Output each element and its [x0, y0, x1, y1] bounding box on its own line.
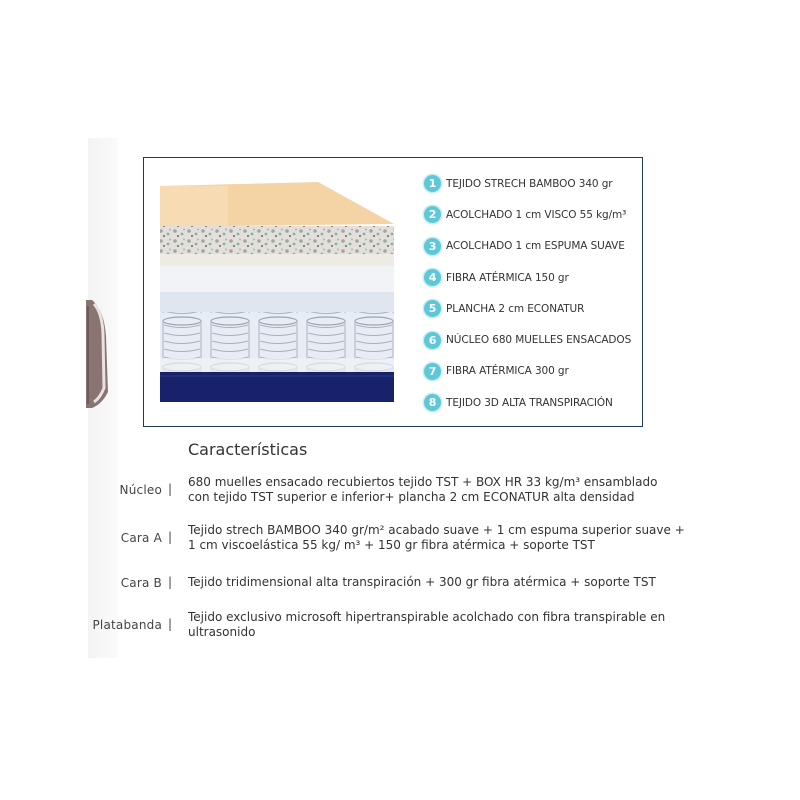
features-title: Características [188, 440, 308, 459]
feature-value-nucleo [188, 475, 728, 505]
legend-item [424, 231, 631, 262]
layer-number-badge: 1 [424, 175, 441, 192]
feature-value-line: 680 muelles ensacado recubiertos tejido TST + BOX HR 33 kg/m³ ensamblado [188, 475, 658, 489]
layer-number-badge: 5 [424, 300, 441, 317]
legend-label: PLANCHA 2 cm ECONATUR [446, 302, 585, 315]
layer-number-badge: 2 [424, 206, 441, 223]
feature-value-line: ultrasonido [188, 625, 256, 639]
layer-number-badge: 6 [424, 332, 441, 349]
feature-label-platabanda: Platabanda [92, 618, 162, 632]
feature-value-line: con tejido TST superior e inferior+ plancha 2 cm ECONATUR alta densidad [188, 490, 635, 504]
legend-label: TEJIDO STRECH BAMBOO 340 gr [446, 177, 613, 190]
legend-label: FIBRA ATÉRMICA 150 gr [446, 271, 569, 284]
layer-7-fiber [160, 358, 394, 372]
feature-value-line: Tejido tridimensional alta transpiración + 300 gr fibra atérmica + soporte TST [188, 575, 656, 589]
feature-value-line: 1 cm viscoelástica 55 kg/ m³ + 150 gr fibra atérmica + soporte TST [188, 538, 595, 552]
legend-label: ACOLCHADO 1 cm ESPUMA SUAVE [446, 240, 625, 253]
mattress-layers-diagram [143, 157, 643, 427]
legend-label: ACOLCHADO 1 cm VISCO 55 kg/m³ [446, 208, 627, 221]
feature-value-line: Tejido strech BAMBOO 340 gr/m² acabado suave + 1 cm espuma superior suave + [188, 523, 685, 537]
layer-legend [424, 168, 631, 418]
feature-label-cara-a: Cara A [120, 531, 162, 545]
mattress-cross-section [158, 178, 398, 404]
legend-item [424, 199, 631, 230]
layer-number-badge: 8 [424, 394, 441, 411]
feature-label-cara-b: Cara B [120, 576, 162, 590]
layer-4-fiber [160, 266, 394, 292]
feature-value-line: Tejido exclusivo microsoft hipertranspirable acolchado con fibra transpirable en [188, 610, 666, 624]
legend-item [424, 356, 631, 387]
legend-label: TEJIDO 3D ALTA TRANSPIRACIÓN [446, 396, 613, 409]
layer-number-badge: 4 [424, 269, 441, 286]
layer-number-badge: 7 [424, 363, 441, 380]
feature-value-cara-b [188, 575, 728, 590]
layer-3-soft-foam [160, 254, 394, 266]
legend-item [424, 262, 631, 293]
layer-number-badge: 3 [424, 238, 441, 255]
feature-separator: | [167, 530, 173, 544]
legend-label: NÚCLEO 680 MUELLES ENSACADOS [446, 334, 632, 347]
legend-item [424, 387, 631, 418]
feature-value-cara-a [188, 523, 728, 553]
feature-label-nucleo: Núcleo [119, 483, 162, 497]
legend-label: FIBRA ATÉRMICA 300 gr [446, 365, 569, 378]
feature-separator: | [167, 617, 173, 631]
legend-item [424, 293, 631, 324]
feature-value-platabanda [188, 610, 728, 640]
layer-5-econatur [160, 292, 394, 312]
legend-item [424, 168, 631, 199]
legend-item [424, 324, 631, 355]
layer-2-visco [160, 226, 394, 254]
mattress-image [82, 296, 116, 412]
feature-separator: | [167, 482, 173, 496]
feature-separator: | [167, 575, 173, 589]
